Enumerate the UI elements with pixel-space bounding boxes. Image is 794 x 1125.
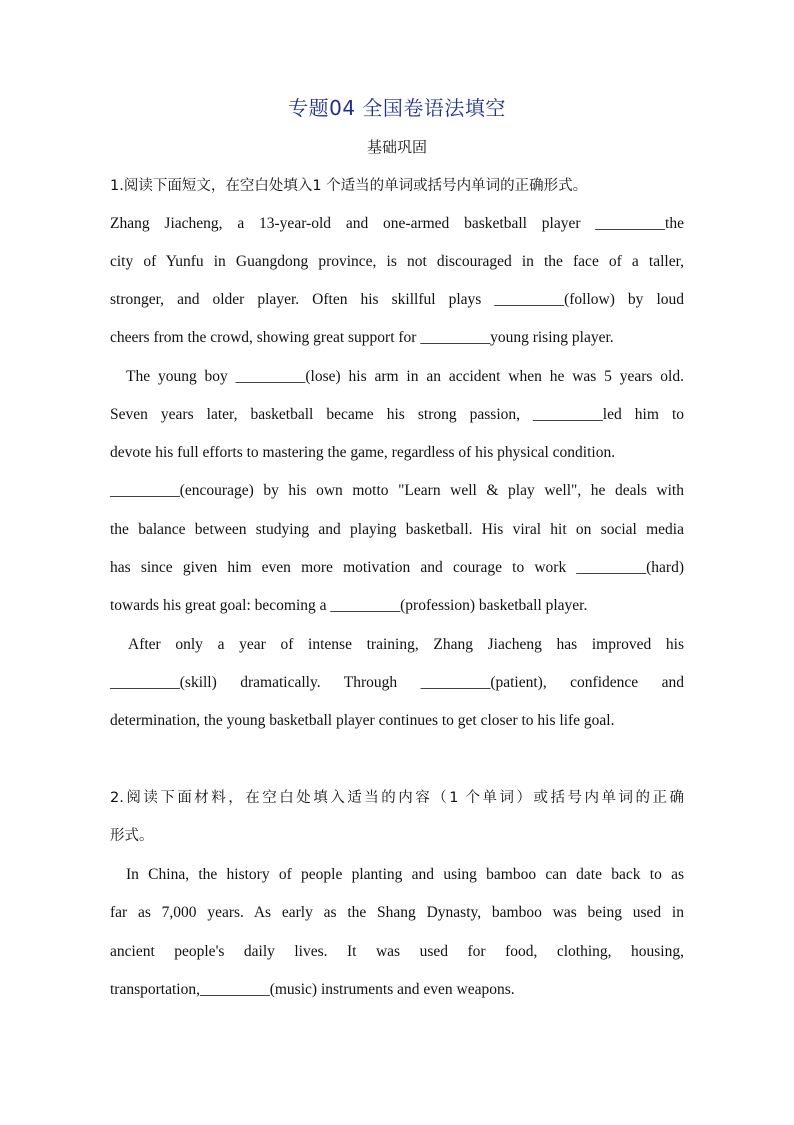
q1-line: towards his great goal: becoming a _________(profession) basketball player. [110, 597, 588, 614]
q1-line: has since given him even more motivation and courage to work _________(hard) [110, 559, 684, 576]
q1-line: _________(encourage) by his own motto "Learn well & play well", he deals with [110, 482, 684, 499]
q1-line: _________(skill) dramatically. Through _________(patient), confidence and [110, 674, 684, 691]
page-title: 专题04 全国卷语法填空 [288, 96, 506, 120]
q1-line: the balance between studying and playing basketball. His viral hit on social media [110, 521, 684, 538]
q1-instruction: 1.阅读下面短文，在空白处填入1 个适当的单词或括号内单词的正确形式。 [110, 178, 588, 194]
q2-line: far as 7,000 years. As early as the Shang Dynasty, bamboo was being used in [110, 904, 684, 921]
q2-line: ancient people's daily lives. It was used for food, clothing, housing, [110, 943, 684, 960]
q1-line: After only a year of intense training, Zhang Jiacheng has improved his [128, 636, 684, 653]
q1-line: stronger, and older player. Often his skillful plays _________(follow) by loud [110, 291, 684, 308]
q1-line: cheers from the crowd, showing great support for _________young rising player. [110, 329, 614, 346]
q2-instruction: 2.阅读下面材料，在空白处填入适当的内容（1 个单词）或括号内单词的正确 [110, 790, 684, 806]
q1-line: city of Yunfu in Guangdong province, is not discouraged in the face of a taller, [110, 253, 684, 270]
q2-line: transportation,_________(music) instruments and even weapons. [110, 981, 515, 998]
q1-line: Zhang Jiacheng, a 13-year-old and one-armed basketball player _________the [110, 215, 684, 232]
q2-instruction-continued: 形式。 [110, 828, 154, 844]
q2-line: In China, the history of people planting and using bamboo can date back to as [126, 866, 684, 883]
q1-line: devote his full efforts to mastering the game, regardless of his physical condition. [110, 444, 616, 461]
section-subtitle: 基础巩固 [366, 138, 427, 156]
q1-line: determination, the young basketball player continues to get closer to his life goal. [110, 712, 615, 729]
q1-line: The young boy _________(lose) his arm in an accident when he was 5 years old. [126, 368, 684, 385]
q1-line: Seven years later, basketball became his strong passion, _________led him to [110, 406, 684, 423]
